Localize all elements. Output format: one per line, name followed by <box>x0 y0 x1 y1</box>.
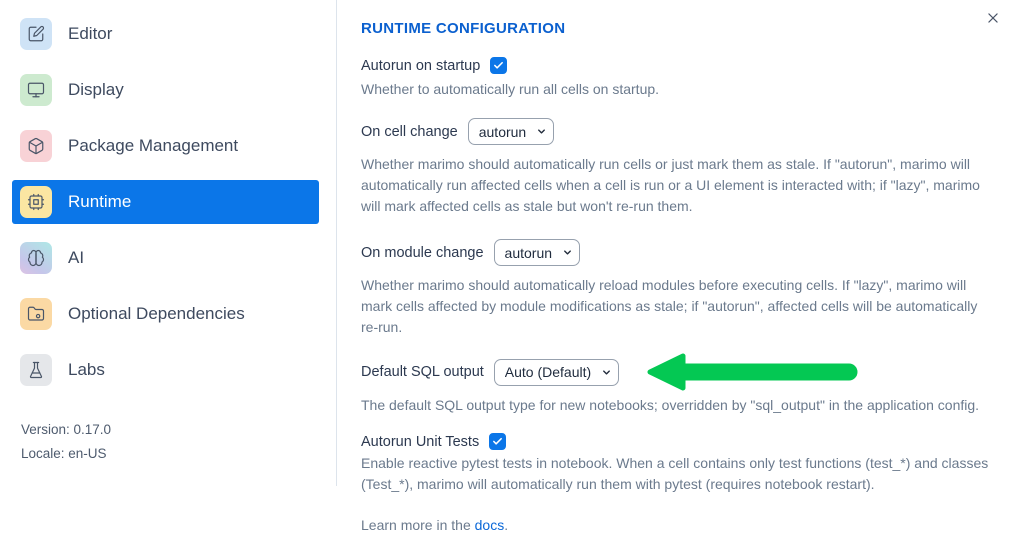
field-on-cell-change <box>361 118 990 217</box>
field-description: The default SQL output type for new notebooks; overridden by "sql_output" in the application config. <box>361 397 980 413</box>
sidebar-item-optional-dependencies[interactable] <box>12 292 319 336</box>
sidebar-item-label: Editor <box>68 24 113 43</box>
field-description: Whether marimo should automatically reload modules before executing cells. If "lazy", marimo will mark cells affected by module modifications as stale; if "autorun", affected cells will be automatically re-run. <box>361 277 978 335</box>
sidebar-meta <box>21 422 336 461</box>
sidebar-item-package-management[interactable] <box>12 124 319 168</box>
green-arrow-annotation <box>645 352 858 392</box>
learn-more-suffix: . <box>504 517 509 533</box>
field-autorun-on-startup <box>361 57 990 100</box>
field-label: Autorun on startup <box>361 57 481 74</box>
monitor-icon <box>20 74 52 106</box>
field-label: On cell change <box>361 123 458 140</box>
package-icon <box>20 130 52 162</box>
folder-cog-icon <box>20 298 52 330</box>
field-description: Enable reactive pytest tests in notebook. When a cell contains only test functions (test_*) and classes (Test_*), marimo will automatically run them with pytest (requires notebook restart). <box>361 455 989 492</box>
autorun-unit-tests-checkbox[interactable] <box>489 433 506 450</box>
on-cell-change-select[interactable] <box>468 118 554 145</box>
field-label: Default SQL output <box>361 364 484 380</box>
learn-more-text <box>361 517 990 533</box>
field-label: Autorun Unit Tests <box>361 433 480 450</box>
sidebar-item-label: Labs <box>68 360 105 379</box>
check-icon <box>492 436 503 447</box>
default-sql-output-select[interactable] <box>494 359 619 386</box>
edit-icon <box>20 18 52 50</box>
sidebar-item-label: Optional Dependencies <box>68 304 245 323</box>
close-icon <box>986 11 1000 25</box>
settings-sidebar <box>0 0 337 486</box>
sidebar-item-editor[interactable] <box>12 12 319 56</box>
field-default-sql-output <box>361 352 990 416</box>
locale-label: Locale: en-US <box>21 446 107 461</box>
close-button[interactable] <box>984 9 1002 27</box>
sidebar-item-ai[interactable] <box>12 236 319 280</box>
learn-more-prefix: Learn more in the <box>361 517 475 533</box>
docs-link[interactable]: docs <box>474 517 505 533</box>
sidebar-item-label: AI <box>68 248 85 267</box>
sidebar-item-label: Package Management <box>68 136 239 155</box>
page-title: RUNTIME CONFIGURATION <box>361 20 566 37</box>
autorun-on-startup-checkbox[interactable] <box>490 57 507 74</box>
on-module-change-select[interactable] <box>494 239 580 266</box>
flask-icon <box>20 354 52 386</box>
sidebar-item-label: Display <box>68 80 124 99</box>
field-on-module-change <box>361 239 990 338</box>
sidebar-item-labs[interactable] <box>12 348 319 392</box>
sidebar-item-runtime[interactable] <box>12 180 319 224</box>
version-label: Version: 0.17.0 <box>21 422 112 437</box>
brain-icon <box>20 242 52 274</box>
field-description: Whether marimo should automatically run cells or just mark them as stale. If "autorun", marimo will automatically run affected cells when a cell is run or a UI element is interacted with; if "lazy", marimo will mark affected cells as stale but won't re-run them. <box>361 156 980 214</box>
runtime-configuration-panel <box>337 0 1014 533</box>
field-label: On module change <box>361 244 484 261</box>
field-description: Whether to automatically run all cells on startup. <box>361 81 660 97</box>
check-icon <box>493 60 504 71</box>
sidebar-item-display[interactable] <box>12 68 319 112</box>
sidebar-item-label: Runtime <box>68 192 132 211</box>
cpu-icon <box>20 186 52 218</box>
